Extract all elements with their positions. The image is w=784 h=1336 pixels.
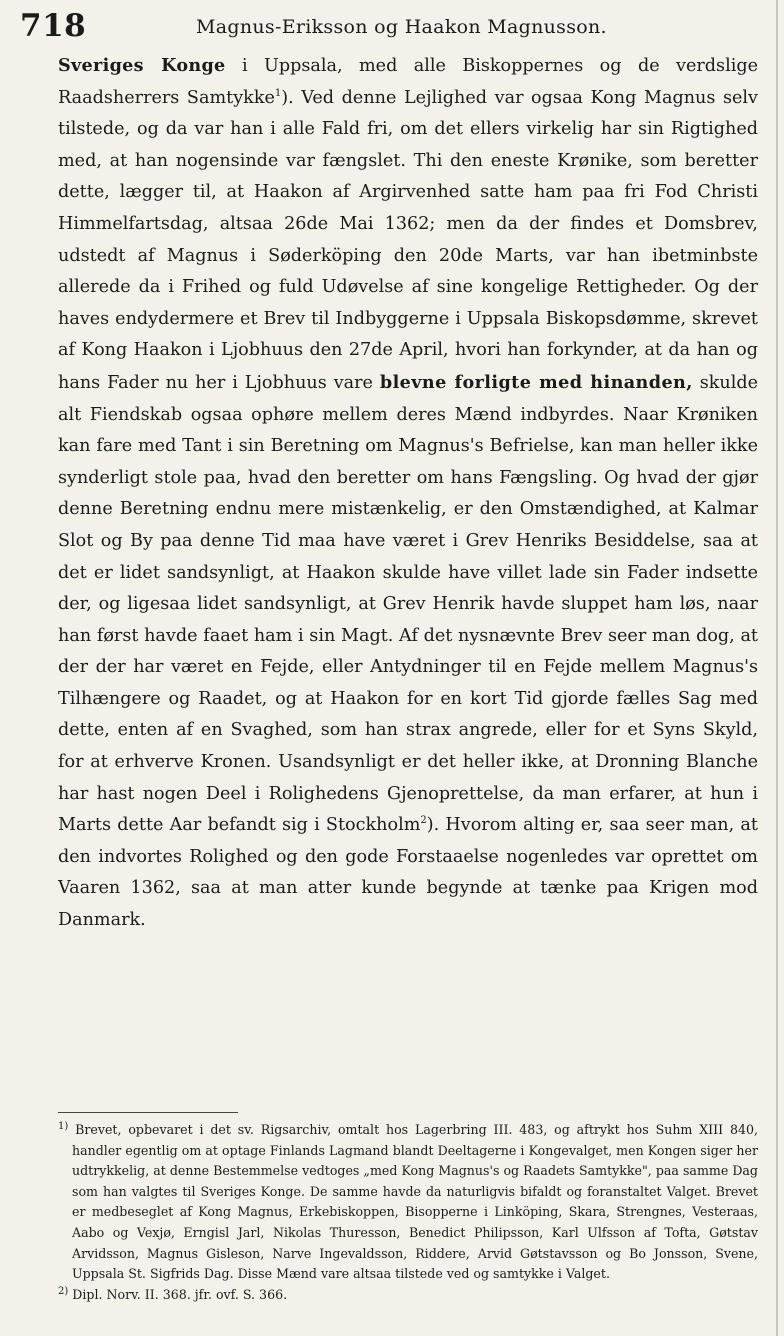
paragraph-text-1: i Uppsala, med alle Biskoppernes og de verdslige Raadsherrers Samtykke — [58, 56, 759, 108]
emphasis-text: blevne forligte med hinanden, — [379, 371, 693, 393]
footnote-divider — [58, 1112, 238, 1113]
footnote-1-mark: 1) — [58, 1120, 69, 1132]
footnote-2-mark: 2) — [58, 1285, 69, 1297]
footnote-ref-2: 2 — [420, 815, 427, 827]
page-edge-line — [776, 0, 778, 1336]
footnote-1-text: Brevet, opbevaret i det sv. Rigsarchiv, omtalt hos Lagerbring III. 483, og aftrykt hos Suhm XIII 840, handler egentlig om at optage Finlands Lagmand blandt Deeltagerne i Kongevalget, men Kongen siger her udtrykkelig, at denne Bestemmelse vedtoges „med Kong Magnus's og Raadets Samtykke", paa samme Dag som han valgtes til Sveriges Konge. De samme havde da naturligvis bifaldt og foranstaltet Valget. Brevet er medbeseglet af Kong Magnus, Erkebiskoppen, Bisopperne i Linköping, Skara, Strengnes, Vesteraas, Aabo og Vexjø, Erngisl Jarl, Nikolas Thuresson, Benedict Philipsson, Karl Ulfsson af Tofta, Gøtstav Arvidsson, Magnus Gisleson, Narve Ingevaldsson, Riddere, Arvid Gøtstavsson og Bo Jonsson, Svene, Uppsala St. Sigfrids Dag. Disse Mænd vare altsaa tilstede ved og samtykke i Valget. — [72, 1122, 758, 1282]
footnote-1 — [58, 1120, 758, 1285]
main-paragraph — [58, 50, 758, 937]
paragraph-text-2: ). Ved denne Lejlighed var ogsaa Kong Magnus selv tilstede, og da var han i alle Fald fri, om det ellers virkelig har sin Rigtighed med, at han nogensinde var fængslet. Thi den eneste Krønike, som beretter dette, lægger til, at Haakon af Argirvenhed satte ham paa fri Fod Christi Himmelfartsdag, altsaa 26de Mai 1362; men da der findes et Domsbrev, udstedt af Magnus i Søderköping den 20de Marts, var han ibetminbste allerede da i Frihed og fuld Udøvelse af sine kongelige Rettigheder. Og der haves endydermere et Brev til Indbyggerne i Uppsala Biskopsdømme, skrevet af Kong Haakon i Ljobhuus den 27de April, hvori han forkynder, at da han og hans Fader nu her i Ljobhuus vare — [58, 87, 758, 393]
paragraph-text-4: ). Hvorom alting er, saa seer man, at den indvortes Rolighed og den gode Forstaaelse nogenledes var oprettet om Vaaren 1362, saa at man atter kunde begynde at tænke paa Krigen mod Danmark. — [58, 815, 758, 931]
lead-in-text: Sveriges Konge — [58, 55, 226, 76]
footnote-ref-1: 1 — [274, 87, 282, 99]
paragraph-text-3: skulde alt Fiendskab ogsaa ophøre mellem deres Mænd indbyrdes. Naar Krøniken kan fare med Tant i sin Beretning om Magnus's Befrielse, kan man heller ikke synderligt stole paa, hvad den beretter om hans Fængsling. Og hvad der gjør denne Beretning endnu mere mistænkelig, er den Omstændighed, at Kalmar Slot og By paa denne Tid maa have været i Grev Henriks Besiddelse, saa at det er lidet sandsynligt, at Haakon skulde have villet lade sin Fader indsette der, og ligesaa lidet sandsynligt, at Grev Henrik havde sluppet ham løs, naar han først havde faaet ham i sin Magt. Af det nysnævnte Brev seer man dog, at der der har været en Fejde, eller Antydninger til en Fejde mellem Magnus's Tilhængere og Raadet, og at Haakon for en kort Tid gjorde fælles Sag med dette, enten af en Svaghed, som han strax angrede, eller for et Syns Skyld, for at erhverve Kronen. Usandsynligt er det heller ikke, at Dronning Blanche har hast nogen Deel i Rolighedens Gjenoprettelse, da man erfarer, at hun i Marts dette Aar befandt sig i Stockholm — [58, 372, 759, 836]
page-header — [20, 8, 760, 44]
running-title: Magnus-Eriksson og Haakon Magnusson. — [196, 16, 607, 38]
footnote-2-text: Dipl. Norv. II. 368. jfr. ovf. S. 366. — [72, 1286, 288, 1302]
footnotes-section — [58, 1120, 758, 1305]
page-number: 718 — [20, 8, 87, 44]
footnote-2 — [58, 1285, 758, 1306]
